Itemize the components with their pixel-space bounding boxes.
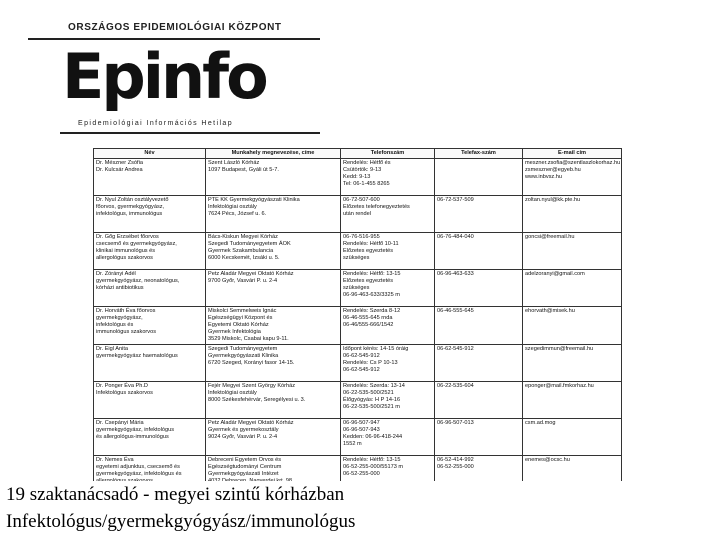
cell-workplace: PTE KK Gyermekgyógyászati Klinika Infektológiai osztály 7624 Pécs, József u. 6. <box>206 195 341 232</box>
table-row <box>94 344 622 381</box>
table-row <box>94 418 622 455</box>
cell-phone: 06-72-507-600 Előzetes telefonegyeztetés után rendel <box>341 195 435 232</box>
cell-email: enemes@ocsc.hu <box>523 455 622 492</box>
cell-name: Dr. Horváth Éva főorvos gyermekgyógyász, infektológus és immunológus szakorvos <box>94 306 206 344</box>
cell-email: zoltan.nyul@kk.pte.hu <box>523 195 622 232</box>
cell-fax: 06-62-545-912 <box>435 344 523 381</box>
table-row <box>94 381 622 418</box>
column-header-workplace: Munkahely megnevezése, címe <box>206 149 341 159</box>
cell-phone: 06-76-516-955 Rendelés: Hétfő 10-11 Előzetes egyeztetés szükséges <box>341 232 435 269</box>
cell-name: Dr. Zórányi Adél gyermekgyógyász, neonatológus, kórházi antibiotikus <box>94 269 206 306</box>
cell-name: Dr. Csepányi Mária gyermekgyógyász, infektológus és allergológus-immunológus <box>94 418 206 455</box>
cell-email: eponger@mail.fmkorhaz.hu <box>523 381 622 418</box>
table-row <box>94 232 622 269</box>
header-rule-bottom <box>60 132 320 134</box>
cell-name: Dr. Ponger Éva Ph.D Infektológus szakorvos <box>94 381 206 418</box>
cell-phone: Rendelés: Szerda: 13-14 06-22-535-500/2521 Élőgyógyás: H P 14-16 06-22-535-500/2521 m <box>341 381 435 418</box>
org-name: ORSZÁGOS EPIDEMIOLÓGIAI KÖZPONT <box>68 22 282 33</box>
cell-phone: Rendelés: Hétfő: 13-15 06-52-255-000/55173 m 06-52-255-000 <box>341 455 435 492</box>
cell-fax: 06-52-414-992 06-52-255-000 <box>435 455 523 492</box>
cell-fax: 06-96-463-633 <box>435 269 523 306</box>
cell-phone: Időpont kérés: 14-15 óráig 06-62-545-912 Rendelés: Cs P 10-13 06-62-545-912 <box>341 344 435 381</box>
cell-name: Dr. Nemes Éva egyetemi adjunktus, csecsemő és gyermekgyógyász, infektológus és <box>94 455 206 492</box>
cell-workplace: Szent László Kórház 1097 Budapest, Gyáli út 5-7. <box>206 158 341 195</box>
table-row <box>94 269 622 306</box>
cell-name: Dr. Nyul Zoltán osztályvezető főorvos, gyermekgyógyász, infektológus, immunológus <box>94 195 206 232</box>
column-header-name: Név <box>94 149 206 159</box>
cell-workplace: Bács-Kiskun Megyei Kórház Szegedi Tudományegyetem ÁOK Gyermek Szakambulancia 6000 Kecskemét, Izsáki u. 5. <box>206 232 341 269</box>
cell-email: ehorvath@misek.hu <box>523 306 622 344</box>
table-row <box>94 306 622 344</box>
cell-email: adelzoranyi@gmail.com <box>523 269 622 306</box>
cell-fax: 06-76-484-040 <box>435 232 523 269</box>
tagline: Epidemiológiai Információs Hetilap <box>78 120 233 127</box>
cell-email: meszner.zsofia@szentlaszlokorhaz.hu zsmeszner@egyeb.hu www.inbvsz.hu <box>523 158 622 195</box>
column-header-email: E-mail cím <box>523 149 622 159</box>
cell-email: szegedimmun@freemail.hu <box>523 344 622 381</box>
cell-workplace: Petz Aladár Megyei Oktató Kórház Gyermek és gyermekosztály 9024 Győr, Vasvári P. u. 2-4 <box>206 418 341 455</box>
table-row <box>94 195 622 232</box>
caption-line-2: Infektológus/gyermekgyógyász/immunológus <box>6 511 356 532</box>
cell-email: csm.ad.mog <box>523 418 622 455</box>
cell-fax: 06-72-537-509 <box>435 195 523 232</box>
cell-workplace: Petz Aladár Megyei Oktató Kórház 9700 Győr, Vasvári P. u. 2-4 <box>206 269 341 306</box>
caption-line-1: 19 szaktanácsadó - megyei szintű kórházban <box>6 484 345 505</box>
cell-phone: Rendelés: Hétfő és Csütörtök: 9-13 Kedd: 9-13 Tel: 06-1-455 8265 <box>341 158 435 195</box>
epinfo-logo: Epinfo <box>62 40 266 113</box>
table-header-row <box>94 149 622 159</box>
cell-workplace: Fejér Megyei Szent György Kórház Infektológiai osztály 8000 Székesfehérvár, Seregélyesi u. 3. <box>206 381 341 418</box>
cell-fax: 06-22-535-604 <box>435 381 523 418</box>
slide-caption <box>6 481 714 535</box>
column-header-phone: Telefonszám <box>341 149 435 159</box>
cell-email: goncsi@freemail.hu <box>523 232 622 269</box>
cell-phone: Rendelés: Hétfő: 13-15 Előzetes egyeztetés szükséges 06-96-463-633/3325 m <box>341 269 435 306</box>
cell-phone: 06-96-507-947 06-96-507-943 Kedden: 06-96-418-244 1552 m <box>341 418 435 455</box>
cell-name: Dr. Mészner Zsófia Dr. Kulcsár Andrea <box>94 158 206 195</box>
cell-name: Dr. Gőg Erzsébet főorvos csecsemő és gyermekgyógyász, klinikai immunológus és allergológus szakorvos <box>94 232 206 269</box>
column-header-fax: Telefax-szám <box>435 149 523 159</box>
table-row <box>94 158 622 195</box>
cell-workplace: Debreceni Egyetem Orvos és Egészségtudományi Centrum Gyermekgyógyászati Intézet <box>206 455 341 492</box>
cell-fax <box>435 158 523 195</box>
cell-workplace: Szegedi Tudományegyetem Gyermekgyógyászati Klinika 6720 Szeged, Korányi fasor 14-15. <box>206 344 341 381</box>
cell-fax: 06-96-507-013 <box>435 418 523 455</box>
cell-workplace: Miskolci Semmelweis Ignác Egészségügyi Központ és Egyetemi Oktató Kórház Gyermek Infektológia 3529 Miskolc, Csabai kapu 9-11. <box>206 306 341 344</box>
contacts-table <box>93 148 622 493</box>
cell-name: Dr. Eigl Anita gyermekgyógyász haematológus <box>94 344 206 381</box>
cell-phone: Rendelés: Szerda 8-12 06-46-555-645 rnda 06-46/555-666/1542 <box>341 306 435 344</box>
cell-fax: 06-46-555-645 <box>435 306 523 344</box>
